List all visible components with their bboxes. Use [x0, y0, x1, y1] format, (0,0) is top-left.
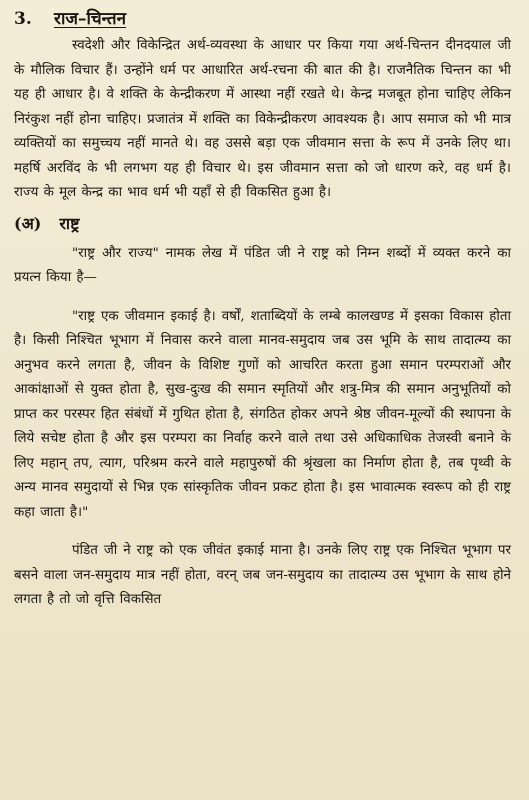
subsection-marker: (अ)	[14, 213, 42, 233]
section-title: राज–चिन्तन	[54, 9, 127, 29]
section-number: 3.	[14, 9, 32, 29]
paragraph-closing: पंडित जी ने राष्ट्र को एक जीवंत इकाई माना है। उनके लिए राष्ट्र एक निश्चित भूभाग पर बसने वाला जन-समुदाय मात्र नहीं होता, वरन् जब जन-समुदाय का तादात्म्य उस भूभाग के साथ होने लगता है तो जो वृत्ति विकसित	[14, 543, 511, 607]
subsection-title: राष्ट्र	[59, 213, 80, 233]
subsection-heading	[14, 210, 511, 238]
section-heading	[14, 6, 511, 32]
paragraph-political-thought: स्वदेशी और विकेन्द्रित अर्थ-व्यवस्था के आधार पर किया गया अर्थ-चिन्तन दीनदयाल जी के मौलिक विचार हैं। उन्होंने धर्म पर आधारित अर्थ-रचना की बात की है। राजनैतिक चिन्तन का भी यह ही आधार है। वे शक्ति के केन्द्रीकरण में आस्था नहीं रखते थे। केन्द्र मजबूत होना चाहिए लेकिन निरंकुश नहीं होना चाहिए। प्रजातंत्र में शक्ति का विकेन्द्रीकरण आवश्यक है। आप समाज को भी मात्र व्यक्तियों का समुच्चय नहीं मानते थे। वह उससे बड़ा एक जीवमान सत्ता के रूप में उनके लिए था। महर्षि अरविंद के भी लगभग यह ही विचार थे। इस जीवमान सत्ता को जो धारण करे, वह धर्म है। राज्य के मूल केन्द्र का भाव धर्म भी यहाँ से ही विकसित हुआ है।	[14, 38, 511, 200]
block-quote: "राष्ट्र एक जीवमान इकाई है। वर्षों, शताब्दियों के लम्बे कालखण्ड में इसका विकास होता है। किसी निश्चित भूभाग में निवास करने वाला मानव-समुदाय जब उस भूमि के साथ तादात्म्य का अनुभव करने लगता है, जीवन के विशिष्ट गुणों को आचरित करता हुआ समान परम्पराओं और आकांक्षाओं से युक्त होता है, सुख-दुःख की समान स्मृतियों और शत्रु-मित्र की समान अनुभूतियों को प्राप्त कर परस्पर हित संबंधों में गुथित होता है, संगठित होकर अपने श्रेष्ठ जीवन-मूल्यों की स्थापना के लिये सचेष्ट होता है और इस परम्परा का निर्वाह करने वाले तथा उसे अधिकाधिक तेजस्वी बनाने के लिए महान् तप, त्याग, परिश्रम करने वाले महापुरुषों की श्रृंखला का निर्माण होता है, तब पृथ्वी के अन्य मानव समुदायों से भिन्न एक सांस्कृतिक जीवन प्रकट होता है। इस भावात्मक स्वरूप को ही राष्ट्र कहा जाता है।"	[14, 308, 511, 520]
paragraph-intro: "राष्ट्र और राज्य" नामक लेख में पंडित जी ने राष्ट्र को निम्न शब्दों में व्यक्त करने का प्रयत्न किया है—	[14, 245, 511, 285]
